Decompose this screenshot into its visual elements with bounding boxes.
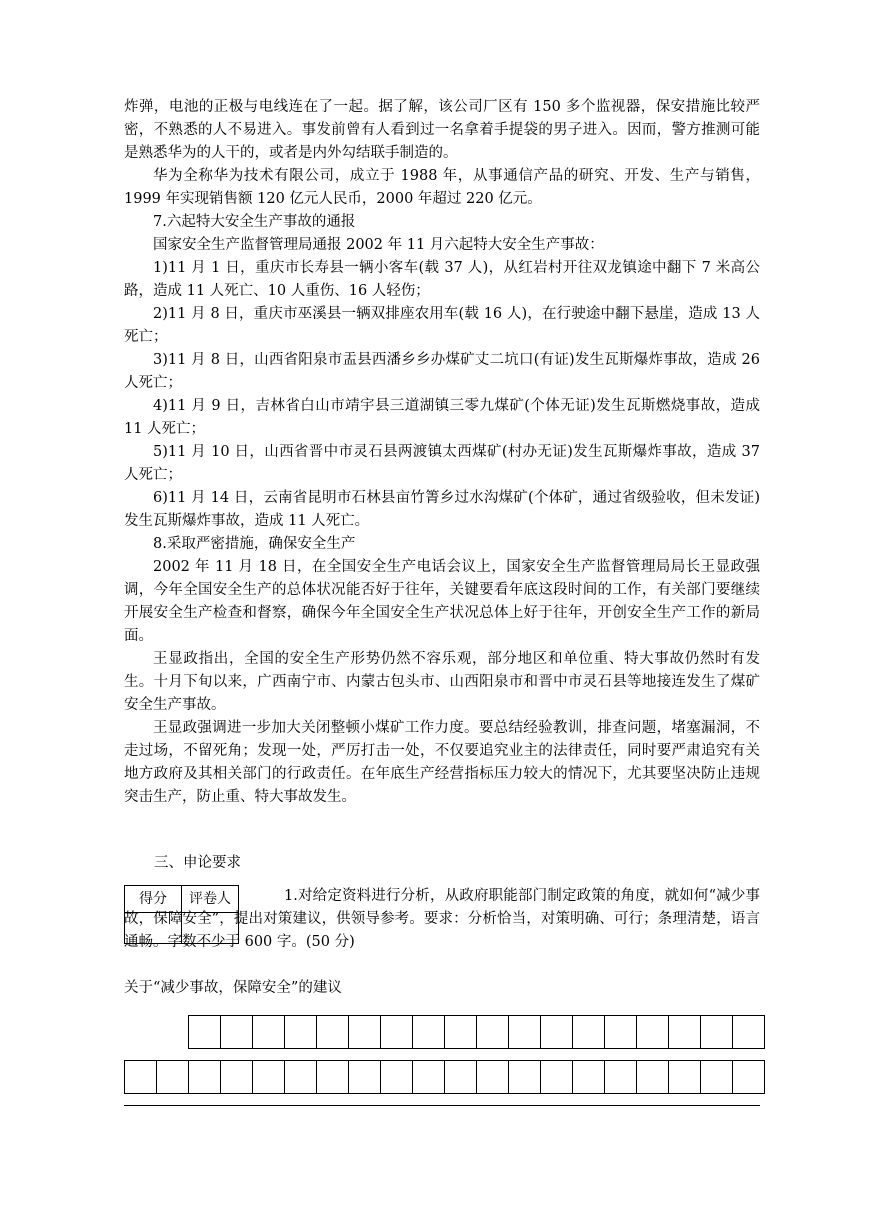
list-item: 5)11 月 10 日，山西省晋中市灵石县两渡镇太西煤矿(村办无证)发生瓦斯爆炸事故，造成 37 人死亡；: [124, 444, 760, 483]
grader-header: 评卷人: [182, 886, 239, 913]
score-field[interactable]: [125, 913, 182, 944]
paragraph: 王显政强调进一步加大关闭整顿小煤矿工作力度。要总结经验教训，排查问题，堵塞漏洞，不走过场，不留死角；发现一处，严厉打击一处，不仅要追究业主的法律责任，同时要严肃追究有关地方政府及其相关部门的行政责任。在年底生产经营指标压力较大的情况下，尤其要坚决防止违规突击生产，防止重、特大事故发生。: [124, 720, 760, 805]
paragraph: 炸弹，电池的正极与电线连在了一起。据了解，该公司厂区有 150 多个监视器，保安措施比较严密，不熟悉的人不易进入。事发前曾有人看到过一名拿着手提袋的男子进入。因而，警方推测可能是熟悉华为的人干的，或者是内外勾结联手制造的。: [124, 99, 760, 161]
list-item: 4)11 月 9 日，吉林省白山市靖宇县三道湖镇三零九煤矿(个体无证)发生瓦斯燃烧事故，造成 11 人死亡；: [124, 398, 760, 437]
answer-cell[interactable]: [668, 1060, 701, 1094]
list-item: 2)11 月 8 日，重庆市巫溪县一辆双排座农用车(载 16 人)，在行驶途中翻下悬崖，造成 13 人死亡；: [124, 306, 760, 345]
answer-cell[interactable]: [188, 1015, 221, 1049]
document-body: [124, 96, 760, 1000]
answer-cell[interactable]: [508, 1015, 541, 1049]
section-heading: 三、申论要求: [154, 855, 241, 871]
answer-grid-row-1: [188, 1015, 765, 1049]
answer-cell[interactable]: [476, 1015, 509, 1049]
subheading: 8.采取严密措施，确保安全生产: [153, 536, 356, 552]
answer-cell[interactable]: [732, 1015, 765, 1049]
divider-line: [124, 1105, 760, 1106]
answer-cell[interactable]: [572, 1015, 605, 1049]
answer-cell[interactable]: [604, 1060, 637, 1094]
grader-field[interactable]: [182, 913, 239, 944]
answer-cell[interactable]: [220, 1060, 253, 1094]
paragraph: 国家安全生产监督管理局通报 2002 年 11 月六起特大安全生产事故：: [153, 237, 604, 253]
answer-cell[interactable]: [636, 1060, 669, 1094]
score-header: 得分: [125, 886, 182, 913]
answer-cell[interactable]: [700, 1015, 733, 1049]
answer-cell[interactable]: [636, 1015, 669, 1049]
answer-cell[interactable]: [284, 1015, 317, 1049]
question-block: [124, 885, 760, 977]
subheading: 7.六起特大安全生产事故的通报: [153, 214, 356, 230]
answer-cell[interactable]: [156, 1060, 189, 1094]
answer-cell[interactable]: [220, 1015, 253, 1049]
answer-cell[interactable]: [252, 1060, 285, 1094]
answer-cell[interactable]: [540, 1015, 573, 1049]
answer-cell[interactable]: [316, 1015, 349, 1049]
answer-cell[interactable]: [604, 1015, 637, 1049]
paragraph: 2002 年 11 月 18 日，在全国安全生产电话会议上，国家安全生产监督管理局局长王显政强调，今年全国安全生产的总体状况能否好于往年，关键要看年底这段时间的工作，有关部门要继续开展安全生产检查和督察，确保今年全国安全生产状况总体上好于往年，开创安全生产工作的新局面。: [124, 559, 760, 644]
list-item: 6)11 月 14 日，云南省昆明市石林县亩竹箐乡过水沟煤矿(个体矿，通过省级验收，但未发证)发生瓦斯爆炸事故，造成 11 人死亡。: [124, 490, 760, 529]
answer-cell[interactable]: [348, 1060, 381, 1094]
answer-cell[interactable]: [380, 1060, 413, 1094]
essay-title: 关于“减少事故，保障安全”的建议: [124, 980, 342, 996]
answer-cell[interactable]: [188, 1060, 221, 1094]
answer-cell[interactable]: [700, 1060, 733, 1094]
score-table: [124, 885, 239, 944]
answer-cell[interactable]: [732, 1060, 765, 1094]
paragraph: 华为全称华为技术有限公司，成立于 1988 年，从事通信产品的研究、开发、生产与销售，1999 年实现销售额 120 亿元人民币，2000 年超过 220 亿元。: [124, 168, 760, 207]
answer-cell[interactable]: [124, 1060, 157, 1094]
answer-cell[interactable]: [508, 1060, 541, 1094]
list-item: 3)11 月 8 日，山西省阳泉市盂县西潘乡乡办煤矿丈二坑口(有证)发生瓦斯爆炸事故，造成 26 人死亡；: [124, 352, 760, 391]
answer-cell[interactable]: [444, 1015, 477, 1049]
answer-cell[interactable]: [572, 1060, 605, 1094]
answer-grid-row-2: [124, 1060, 765, 1094]
answer-cell[interactable]: [412, 1015, 445, 1049]
answer-cell[interactable]: [412, 1060, 445, 1094]
answer-cell[interactable]: [380, 1015, 413, 1049]
answer-cell[interactable]: [540, 1060, 573, 1094]
answer-cell[interactable]: [444, 1060, 477, 1094]
answer-cell[interactable]: [476, 1060, 509, 1094]
answer-cell[interactable]: [252, 1015, 285, 1049]
answer-cell[interactable]: [284, 1060, 317, 1094]
answer-cell[interactable]: [316, 1060, 349, 1094]
answer-cell[interactable]: [348, 1015, 381, 1049]
answer-cell[interactable]: [668, 1015, 701, 1049]
list-item: 1)11 月 1 日，重庆市长寿县一辆小客车(载 37 人)，从红岩村开往双龙镇途中翻下 7 米高公路，造成 11 人死亡、10 人重伤、16 人轻伤；: [124, 260, 760, 299]
paragraph: 王显政指出，全国的安全生产形势仍然不容乐观，部分地区和单位重、特大事故仍然时有发生。十月下旬以来，广西南宁市、内蒙古包头市、山西阳泉市和晋中市灵石县等地接连发生了煤矿安全生产事故。: [124, 651, 760, 713]
question-text: 1.对给定资料进行分析，从政府职能部门制定政策的角度，就如何“减少事故，保障安全”，提出对策建议，供领导参考。要求：分析恰当，对策明确、可行；条理清楚，语言通畅。字数不少于 600 字。(50 分): [124, 888, 760, 950]
